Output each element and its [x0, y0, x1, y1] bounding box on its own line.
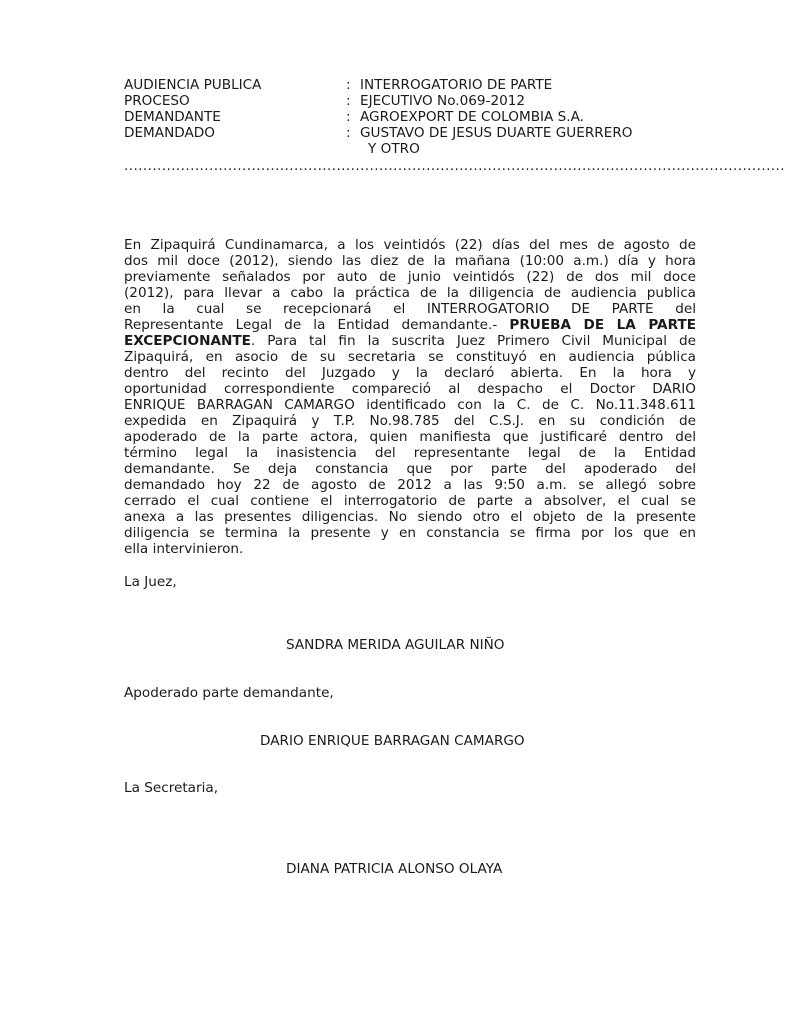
paragraph-text: . Para tal fin la suscrita Juez Primero Civil Municipal de	[250, 333, 696, 349]
header-separator: :	[346, 77, 351, 93]
paragraph-line	[124, 333, 696, 349]
header-row-audiencia	[124, 77, 699, 93]
paragraph-line: En Zipaquirá Cundinamarca, a los veintidós (22) días del mes de agosto de	[124, 237, 696, 253]
header-separator: :	[346, 93, 351, 109]
paragraph-line: (2012), para llevar a cabo la práctica de la diligencia de audiencia publica	[124, 285, 696, 301]
header-value: INTERROGATORIO DE PARTE	[360, 77, 553, 93]
header-label: PROCESO	[124, 93, 190, 109]
header-label: AUDIENCIA PUBLICA	[124, 77, 262, 93]
attorney-name: DARIO ENRIQUE BARRAGAN CAMARGO	[260, 733, 525, 749]
header-separator: :	[346, 125, 351, 141]
paragraph-line: término legal la inasistencia del representante legal de la Entidad	[124, 445, 696, 461]
paragraph-line: ENRIQUE BARRAGAN CAMARGO identificado con la C. de C. No.11.348.611	[124, 397, 696, 413]
paragraph-line: dentro del recinto del Juzgado y la declaró abierta. En la hora y	[124, 365, 696, 381]
header-value: AGROEXPORT DE COLOMBIA S.A.	[360, 109, 584, 125]
paragraph-line: dos mil doce (2012), siendo las diez de la mañana (10:00 a.m.) día y hora	[124, 253, 696, 269]
paragraph-line: en la cual se recepcionará el INTERROGATORIO DE PARTE del	[124, 301, 696, 317]
paragraph-line: apoderado de la parte actora, quien manifiesta que justificaré dentro del	[124, 429, 696, 445]
header-separator: :	[346, 109, 351, 125]
header-label: DEMANDANTE	[124, 109, 221, 125]
attorney-role: Apoderado parte demandante,	[124, 685, 334, 701]
case-header	[124, 77, 699, 157]
paragraph-line: anexa a las presentes diligencias. No siendo otro el objeto de la presente	[124, 509, 696, 525]
paragraph-line: expedida en Zipaquirá y T.P. No.98.785 del C.S.J. en su condición de	[124, 413, 696, 429]
paragraph-line: demandante. Se deja constancia que por parte del apoderado del	[124, 461, 696, 477]
header-value: GUSTAVO DE JESUS DUARTE GUERRERO	[360, 125, 633, 141]
paragraph-line: Zipaquirá, en asocio de su secretaria se constituyó en audiencia pública	[124, 349, 696, 365]
header-continuation: Y OTRO	[368, 141, 420, 157]
header-row-demandante	[124, 109, 699, 125]
header-row-proceso	[124, 93, 699, 109]
dotted-separator: ............................................................................................................................................	[124, 158, 785, 174]
paragraph-line: oportunidad correspondiente compareció al despacho el Doctor DARIO	[124, 381, 696, 397]
bold-evidence-label: EXCEPCIONANTE	[124, 333, 251, 349]
bold-evidence-label: PRUEBA DE LA PARTE	[509, 317, 696, 333]
judge-name: SANDRA MERIDA AGUILAR NIÑO	[286, 637, 505, 653]
header-value: EJECUTIVO No.069-2012	[360, 93, 526, 109]
paragraph-line: diligencia se termina la presente y en constancia se firma por los que en	[124, 525, 696, 541]
paragraph-line: cerrado el cual contiene el interrogatorio de parte a absolver, el cual se	[124, 493, 696, 509]
paragraph-line	[124, 317, 696, 333]
judge-role: La Juez,	[124, 574, 177, 590]
paragraph-line: ella intervinieron.	[124, 541, 244, 557]
minutes-paragraph	[124, 237, 696, 557]
paragraph-text: Representante Legal de la Entidad demandante.-	[124, 317, 510, 333]
header-label: DEMANDADO	[124, 125, 215, 141]
header-row-demandado	[124, 125, 699, 141]
secretary-name: DIANA PATRICIA ALONSO OLAYA	[286, 861, 503, 877]
paragraph-line: previamente señalados por auto de junio veintidós (22) de dos mil doce	[124, 269, 696, 285]
secretary-role: La Secretaria,	[124, 780, 219, 796]
paragraph-line: demandado hoy 22 de agosto de 2012 a las 9:50 a.m. se allegó sobre	[124, 477, 696, 493]
